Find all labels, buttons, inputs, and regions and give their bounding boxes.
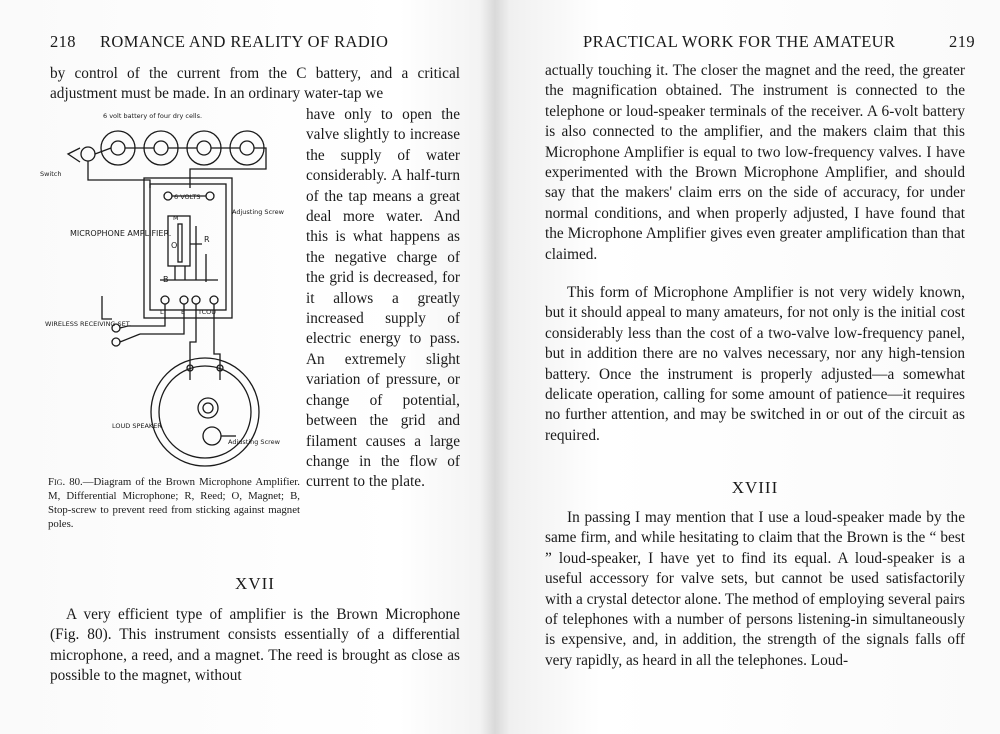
left-running-title: ROMANCE AND REALITY OF RADIO	[100, 32, 389, 51]
amplifier-diagram-svg	[40, 104, 305, 474]
adjusting-screw-bottom-label: Adjusting Screw	[228, 438, 280, 446]
section-heading-xviii: XVIII	[731, 478, 779, 497]
switch-label: Switch	[40, 170, 62, 178]
terminal-e-label: E	[181, 308, 186, 316]
letter-b-label: B	[163, 275, 169, 284]
letter-m-label: M	[173, 214, 179, 222]
left-paragraph-bottom: A very efficient type of amplifier is the Brown Microphone (Fig. 80). This instrument consists essentially of a differential microphone, a reed, and a magnet. The reed is brought as close as possible to the magnet, without	[50, 606, 460, 685]
section-heading-xvii: XVII	[235, 574, 275, 593]
figure-caption-text: —Diagram of the Brown Microphone Amplifier. M, Differential Microphone; R, Reed; O, Magnet; B, Stop-screw to prevent reed from sticking against magnet poles.	[48, 476, 300, 530]
right-page-number: 219	[949, 32, 975, 51]
right-paragraph-3: In passing I may mention that I use a loud-speaker made by the same firm, and while hesitating to claim that the Brown is the “ best ” loud-speaker, I have yet to find its equal. A loud-speaker is a useful accessory for valve sets, but cannot be used satisfactorily with a crystal detector alone. The method of employing several pairs of telephones with a number of persons listening-in simultaneously is expensive, and, in addition, the strength of the signals falls off very rapidly, as heard in all the telephones. Loud-	[545, 509, 965, 669]
letter-o-label: O	[171, 241, 178, 250]
figure-caption-label: Fig. 80.	[48, 476, 83, 488]
letter-r-label: R	[204, 235, 210, 244]
left-paragraph-top: by control of the current from the C battery, and a critical adjustment must be made. In an ordinary water-tap we	[50, 65, 460, 103]
loud-speaker-label: LOUD SPEAKER	[112, 422, 162, 430]
left-page	[0, 0, 478, 734]
volts-label: 6 VOLTS	[174, 193, 201, 201]
right-paragraph-2: This form of Microphone Amplifier is not very widely known, but it should appeal to many amateurs, for not only is the initial cost considerably less than the cost of a two-valve low-frequency panel, but in addition there are no valves necessary, nor any high-tension battery. Once the instrument is properly adjusted—a somewhat delicate operation, calling for some amount of patience—it requires no further attention, and may be switched in or out of the circuit as required.	[545, 284, 965, 444]
wireless-set-label: WIRELESS RECEIVING SET.	[45, 320, 132, 328]
left-paragraph-side: have only to open the valve slightly to increase the supply of water considerably. A half-turn of the tap means a great deal more water. And this is what happens as the negative charge of the grid is decreased, for it allows a greatly increased supply of electric energy to pass. An extremely slight variation of pressure, or change of potential, between the grid and filament causes a large change in the flow of current to the plate.	[306, 106, 460, 491]
terminal-l-label: L	[160, 308, 164, 316]
microphone-amplifier-label: MICROPHONE AMPLIFIER.	[70, 229, 172, 238]
terminal-tcou-label: TCOU	[198, 308, 217, 316]
right-page	[525, 0, 975, 734]
right-paragraph-1: actually touching it. The closer the magnet and the reed, the greater the magnification obtained. The instrument is connected to the telephone or loud-speaker terminals of the receiver. A 6-volt battery is also connected to the amplifier, and the makers claim that this Microphone Amplifier is equal to two low-frequency valves. I have experimented with the Brown Microphone Amplifier, and should say that the makers' claim errs on the side of accuracy, for under normal conditions, and when properly adjusted, I have found that the Microphone Amplifier gives even greater amplification than that claimed.	[545, 62, 965, 263]
left-page-number: 218	[50, 32, 76, 51]
figure-caption	[48, 475, 300, 531]
adjusting-screw-top-label: Adjusting Screw	[232, 208, 284, 216]
battery-label: 6 volt battery of four dry cells.	[103, 112, 203, 120]
right-running-title: PRACTICAL WORK FOR THE AMATEUR	[583, 32, 896, 51]
figure-80-diagram	[40, 104, 305, 474]
